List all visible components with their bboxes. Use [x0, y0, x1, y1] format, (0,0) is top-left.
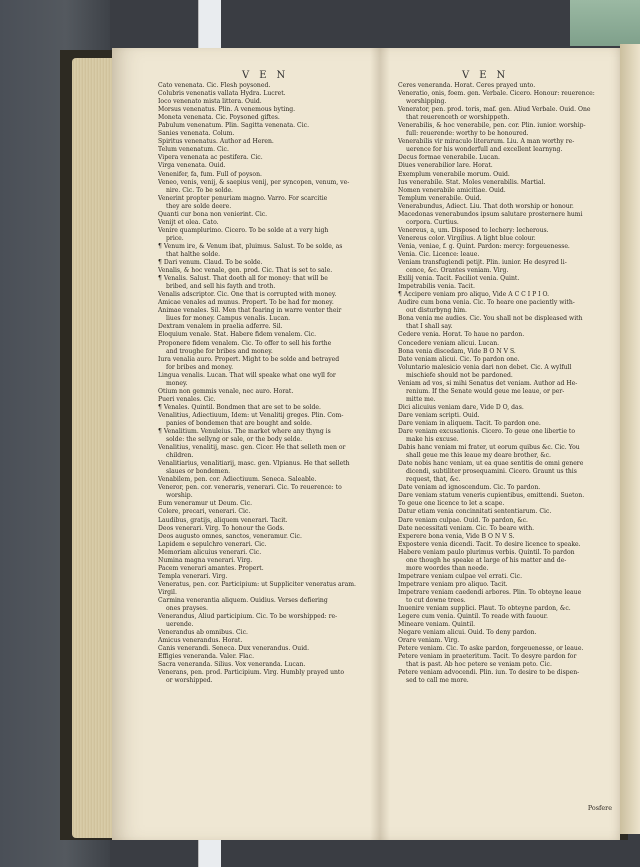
entry-line: Venalitius, venalitij, masc. gen. Cicer. He that selleth men or	[158, 444, 346, 452]
entry-line: Nomen venerabile amicitiae. Ouid.	[398, 186, 506, 194]
entry-line: Deos augusto omnes, sanctos, veneramur. Cic.	[158, 532, 302, 540]
entry-line: Proponere fidem venalem. Cic. To offer to sell his forthe	[158, 339, 332, 347]
entry-line: Cato venenata. Cic. Flesh poysoned.	[158, 82, 271, 89]
entry-line: ¶ Dari venum. Claud. To be solde.	[158, 259, 263, 267]
entry-line: Moneta venenata. Cic. Poysoned giftes.	[158, 114, 280, 122]
entry-line: Veniam ad vos, si mihi Senatus det veniam. Author ad He-	[398, 379, 578, 387]
entry-line: shall geue me this leaue my deare brother, &c.	[406, 452, 551, 460]
entry-line: Ioco venenato mista littera. Ouid.	[158, 98, 262, 106]
entry-line: Ceres veneranda. Horat. Ceres prayed unto.	[398, 82, 536, 89]
entry-line: or worshipped.	[166, 677, 213, 685]
entry-line: To geue one licence to let a scape.	[398, 500, 505, 508]
entry-line: Audire cum bona venia. Cic. To heare one paciently with-	[398, 299, 575, 307]
entry-line: Laudibus, gratijs, aliquem venerari. Tacit.	[158, 516, 288, 524]
entry-line: Colubris venenatis vallata Hydra. Lucret.	[158, 90, 286, 98]
entry-line: Dextram venalem in praelia adferre. Sil.	[158, 323, 283, 331]
entry-line: Sacra veneranda. Silius. Vox veneranda. Lucan.	[158, 661, 306, 669]
entry-line: Venalitius, Adiectiuum, Idem: ut Venalitij greges. Plin. Com-	[158, 411, 344, 419]
entry-line: Dare veniam in aliquem. Tacit. To pardon one.	[398, 419, 541, 427]
entry-line: Date veniam ad ignoscendum. Cic. To pardon.	[398, 484, 541, 492]
entry-line: Quanti cur bona non venierint. Cic.	[158, 210, 268, 218]
page-edges	[72, 58, 116, 838]
entry-line: Virga venenata. Ouid.	[158, 162, 226, 170]
running-head-right: VEN	[462, 70, 516, 81]
entry-line: Templa venerari. Virg.	[158, 572, 228, 580]
entry-line: Pacem venerari amantes. Propert.	[158, 564, 264, 572]
entry-line: Eloquium venale. Stat. Habere fidem venalem. Cic.	[158, 331, 317, 339]
entry-line: Date necessitati veniam. Cic. To beare with.	[398, 524, 535, 532]
entry-line: Petere veniam. Cic. To aske pardon, forgeuenesse, or leaue.	[398, 645, 584, 653]
entry-line: to cut downe trees.	[406, 597, 466, 604]
entry-line: Date nobis hanc veniam, ut ea quae sentitis de omni genere	[398, 460, 584, 468]
entry-line: out disturbyng him.	[406, 307, 467, 315]
entry-line: that reuerenceth or worshippeth.	[406, 114, 510, 122]
entry-line: Venalitiarius, venalitiarij, masc. gen. Vlpianus. He that selleth	[158, 460, 350, 468]
entry-line: Deos venerari. Virg. To honour the Gods.	[158, 524, 285, 532]
entry-line: liues for money. Campus venalis. Lucan.	[166, 315, 291, 323]
entry-line: mischiefe should not be pardoned.	[406, 371, 513, 379]
entry-line: request, that, &c.	[406, 476, 461, 484]
entry-line: ¶ Venalitium. Venuleius. The market where any thyng is	[158, 428, 331, 436]
entry-line: ¶ Venalis. Salust. That doeth all for money: that will be	[158, 275, 328, 283]
entry-line: solde: the sellyng or sale, or the body selde.	[166, 436, 303, 444]
entry-line: Dici alicuius veniam dare, Vide D O, das.	[398, 403, 524, 411]
entry-line: Macedonas venerabundos ipsum salutare prosternere humi	[398, 210, 583, 218]
entry-line: Legere cum venia. Quintil. To reade with fauour.	[398, 613, 548, 621]
entry-line: panies of bondemen that are bought and solde.	[166, 419, 312, 427]
entry-line: Templum venerabile. Ouid.	[398, 194, 482, 202]
entry-line: Mineare veniam. Quintil.	[398, 621, 476, 629]
entry-line: Orare veniam. Virg.	[398, 637, 460, 645]
entry-line: Diues venerabilior lare. Horat.	[398, 162, 493, 170]
entry-line: that I shall say.	[406, 323, 453, 331]
entry-line: Canis venerandi. Seneca. Dux venerandus. Ouid.	[158, 645, 310, 653]
entry-line: Petere veniam advocendi. Plin. iun. To desire to be dispen-	[398, 669, 580, 677]
entry-line: uerence for his wonderfull and excellent learnyng.	[406, 146, 563, 154]
entry-line: Venijt et olea. Cato.	[158, 218, 219, 226]
entry-line: Sanies venenata. Colum.	[158, 130, 235, 138]
entry-line: and troughe for bribes and money.	[166, 347, 273, 355]
entry-line: Datur etiam venia concinnitati sententiarum. Cic.	[398, 508, 552, 516]
left-column	[158, 82, 383, 686]
running-head-left: VEN	[242, 70, 296, 81]
entry-line: Venire quamplurimo. Cicero. To be solde at a very high	[158, 226, 329, 234]
entry-line: Venia, veniae, f. g. Quint. Pardon: mercy: forgeuenesse.	[398, 242, 570, 250]
entry-line: slaues or bondemen.	[166, 468, 231, 476]
entry-line: make his excuse.	[406, 436, 459, 444]
entry-line: that halthe solde.	[166, 250, 221, 258]
entry-line: Dare veniam culpae. Ouid. To pardon, &c.	[398, 516, 528, 524]
entry-line: Colere, precari, venerari. Cic.	[158, 508, 251, 516]
entry-line: Venerint propter penuriam magno. Varro. For scarcitie	[158, 194, 328, 202]
entry-line: Venerandus ab omnibus. Cic.	[158, 629, 248, 637]
entry-line: Concedere veniam alicui. Lucan.	[398, 339, 500, 347]
entry-line: Veniam transfugiendi petijt. Plin. iunior. He desyred li-	[398, 259, 567, 267]
entry-line: worshipping.	[406, 98, 447, 106]
entry-line: mitte me.	[406, 395, 436, 403]
entry-line: Expostere venia dicendi. Tacit. To desire licence to speake.	[398, 540, 581, 548]
entry-line: Dare veniam scripti. Ouid.	[398, 411, 480, 419]
entry-line: ones prayses.	[166, 605, 208, 613]
right-column	[398, 82, 612, 686]
entry-line: Bona venia me audies. Cic. You shall not be displeased with	[398, 315, 583, 323]
entry-line: Impetrare veniam caedendi arbores. Plin. To obteyne leaue	[398, 588, 582, 596]
entry-line: Dare veniam excusationis. Cicero. To geue one libertie to	[398, 428, 575, 436]
entry-line: that is past. Ab hoc petere se veniam peto. Cic.	[406, 661, 552, 669]
entry-line: Venereus, a, um. Disposed to lechery: lecherous.	[398, 226, 549, 234]
cloth-backdrop	[570, 0, 640, 46]
entry-line: Veneo, venis, venij, & saepius venij, per syncopen, venum, ve-	[158, 178, 350, 186]
entry-line: dicendi, subtiliter prosequamini. Cicero. Graunt us this	[406, 468, 577, 476]
entry-line: Virgil.	[158, 588, 177, 596]
entry-line: they are solde deere.	[166, 202, 232, 210]
entry-line: Venerabilis, & hoc venerabile, pen. cor. Plin. iunior. worship-	[398, 122, 586, 130]
entry-line: Eum veneramur ut Deum. Cic.	[158, 500, 253, 508]
entry-line: Dabis hanc veniam mi frater, ut eorum quibus &c. Cic. You	[398, 444, 580, 452]
entry-line: Habere veniam paulo plurimus verbis. Quintil. To pardon	[398, 548, 575, 556]
entry-line: Numina magna venerari. Virg.	[158, 556, 253, 564]
entry-line: Experere bona venia, Vide B O N V S.	[398, 532, 515, 540]
entry-line: Dare veniam statum veneris cupientibus, emittendi. Sueton.	[398, 492, 585, 500]
entry-line: Veneratio, onis, foem. gen. Verbale. Cicero. Honour: reuerence:	[398, 90, 595, 98]
dictionary-page	[112, 48, 620, 840]
entry-line: Impetrare veniam pro aliquo. Tacit.	[398, 580, 508, 588]
scale-ruler-top	[198, 0, 221, 48]
entry-line: Venereus color. Virgilius. A light blue colour.	[398, 234, 536, 242]
entry-line: Carmina venerantia aliquem. Ouidius. Verses defiering	[158, 597, 328, 604]
entry-line: Venenifer, fa, fum. Full of poyson.	[158, 170, 262, 178]
entry-line: Negare veniam alicui. Ouid. To deny pardon.	[398, 629, 537, 637]
entry-line: Venerans, pen. prod. Participium. Virg. Humbly prayed unto	[158, 669, 345, 677]
entry-line: corpora. Curtius.	[406, 218, 459, 226]
entry-line: Memoriam alicuius venerari. Cic.	[158, 548, 262, 556]
entry-line: Venalis adscriptor. Cic. One that is corrupted with money.	[158, 291, 337, 299]
entry-line: Morsus venenatus. Plin. A venemous byting.	[158, 106, 296, 114]
entry-line: uerende.	[166, 621, 194, 629]
entry-line: more woordes than neede.	[406, 564, 489, 572]
entry-line: Spiritus venenatus. Author ad Heren.	[158, 138, 274, 146]
entry-line: Amicae venales ad munus. Propert. To be had for money.	[158, 299, 334, 307]
entry-line: Veneratus, pen. cor. Participium: ut Suppliciter veneratus aram.	[158, 580, 356, 588]
entry-line: Venerandus, Aliud participium. Cic. To be worshipped: re-	[158, 613, 338, 621]
entry-line: Bona venia discedam, Vide B O N V S.	[398, 347, 516, 355]
entry-line: Lapidem e sepulchro venerari. Cic.	[158, 540, 267, 548]
catchword: Posfere	[587, 804, 612, 812]
entry-line: ¶ Venales. Quintil. Bondmen that are set to be solde.	[158, 403, 321, 411]
entry-line: Pueri venales. Cic.	[158, 395, 216, 403]
entry-line: Venerator, pen. prod. toris, maf. gen. Aliud Verbale. Ouid. One	[398, 106, 591, 114]
entry-line: full: reuerende: worthy to be honoured.	[406, 130, 529, 138]
entry-line: Vipera venenata ac pestifera. Cic.	[158, 154, 263, 162]
entry-line: ¶ Accipere veniam pro aliquo, Vide A C C I P I O.	[398, 291, 550, 299]
entry-line: renium. If the Senate would geue me leaue, or per-	[406, 387, 565, 395]
entry-line: worship.	[166, 492, 193, 500]
entry-line: Decus formae venerabile. Lucan.	[398, 154, 500, 162]
entry-line: sed to call me more.	[406, 677, 469, 685]
entry-line: bribed, and sell his fayth and troth.	[166, 283, 276, 291]
entry-line: Iura venalia auro. Propert. Might to be solde and betrayed	[158, 355, 340, 363]
entry-line: Pabulum venenatum. Plin. Sagitta venenata. Cic.	[158, 122, 310, 130]
entry-line: Inuenire veniam supplici. Plaut. To obteyne pardon, &c.	[398, 605, 571, 613]
entry-line: Venabilem, pen. cor. Adiectiuum. Seneca. Saleable.	[158, 476, 317, 484]
entry-line: children.	[166, 452, 194, 460]
entry-line: Effigies veneranda. Valer. Flac.	[158, 653, 255, 661]
entry-line: ¶ Venum ire, & Venum ibat, pluimus. Salust. To be solde, as	[158, 242, 343, 250]
entry-line: Amicus venerandus. Horat.	[158, 637, 243, 645]
entry-line: Date veniam alicui. Cic. To pardon one.	[398, 355, 520, 363]
entry-line: Voluntario malesicio venia dari non debet. Cic. A wylfull	[398, 363, 572, 371]
entry-line: Venerabundus, Adiect. Liu. That doth worship or honour.	[398, 202, 574, 210]
entry-line: Otium non gemmis venale, nec auro. Horat.	[158, 387, 294, 395]
entry-line: Impetrare veniam culpae vel errati. Cic.	[398, 572, 523, 580]
entry-line: nire. Cic. To be solde.	[166, 186, 233, 194]
entry-line: one though he speake at large of his matter and de-	[406, 556, 567, 564]
entry-line: Telum venenatum. Cic.	[158, 146, 229, 154]
entry-line: Petere veniam in praeteritum. Tacit. To desyre pardon for	[398, 653, 577, 661]
entry-line: Impetrabilis venia. Tacit.	[398, 283, 475, 291]
entry-line: Cedere venia. Horat. To haue no pardon.	[398, 331, 525, 339]
entry-line: Veneror, pen. cor. veneraris, venerari. Cic. To reuerence: to	[158, 484, 342, 492]
entry-line: Exemplum venerabile morum. Ouid.	[398, 170, 510, 178]
entry-line: Lingua venalis. Lucan. That will speake what one wyll for	[158, 371, 336, 379]
entry-line: money.	[166, 379, 188, 387]
entry-line: for bribes and money.	[166, 363, 234, 371]
right-page-edge	[620, 44, 640, 834]
entry-line: Venalis, & hoc venale, gen. prod. Cic. That is set to sale.	[158, 267, 333, 275]
entry-line: Ius venerabile. Stat. Moles venerabilis. Martial.	[398, 178, 546, 186]
entry-line: Venia. Cic. Licence: leaue.	[398, 250, 480, 258]
entry-line: Animae venales. Sil. Men that fearing in warre venter their	[158, 307, 342, 315]
entry-line: Exilij venia. Tacit. Faciliot venia. Quint.	[398, 275, 520, 283]
entry-line: price.	[166, 234, 184, 242]
entry-line: cence, &c. Orantes veniam. Virg.	[406, 267, 509, 275]
entry-line: Venerabilis vir miraculo literarum. Liu. A man worthy re-	[398, 138, 575, 146]
